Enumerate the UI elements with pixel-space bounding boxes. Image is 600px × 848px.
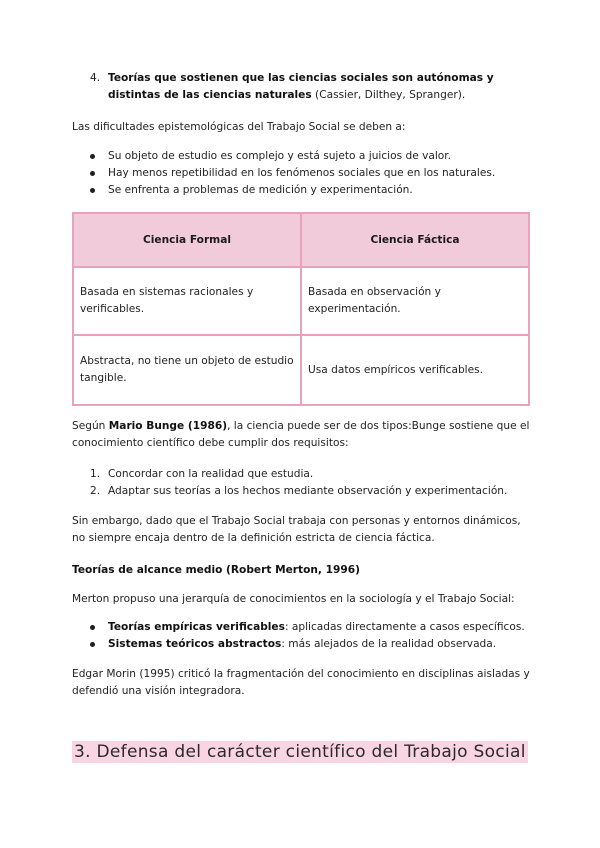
list-number: 4.: [90, 72, 101, 84]
bullet-icon: [90, 625, 95, 630]
list-item-text: Hay menos repetibilidad en los fenómenos sociales que en los naturales.: [108, 167, 496, 179]
list-item-text: Se enfrenta a problemas de medición y experimentación.: [108, 184, 413, 196]
bold-text: Mario Bunge (1986): [108, 420, 228, 432]
section-heading: 3. Defensa del carácter científico del Trabajo Social: [74, 742, 526, 762]
bold-text: Sistemas teóricos abstractos: [108, 638, 282, 650]
list-item: [72, 619, 532, 636]
table-header-cell: Ciencia Fáctica: [301, 213, 529, 267]
table-row: [73, 267, 529, 335]
table-header-cell: Ciencia Formal: [73, 213, 301, 267]
list-item: [72, 70, 532, 104]
text-span: , la ciencia puede ser de dos tipos:Bunge sostiene que el conocimiento científico debe cumplir dos requisitos:: [72, 420, 530, 449]
bunge-paragraph: [72, 418, 532, 452]
bullet-icon: [90, 154, 95, 159]
table-cell: Basada en observación y experimentación.: [301, 267, 529, 335]
table-cell: Basada en sistemas racionales y verificables.: [73, 267, 301, 335]
list-item-text: (Cassier, Dilthey, Spranger).: [311, 89, 466, 101]
merton-subtitle: [72, 562, 532, 579]
list-item: [72, 636, 532, 653]
list-item-text: Concordar con la realidad que estudia.: [108, 468, 314, 480]
merton-intro: Merton propuso una jerarquía de conocimientos en la sociología y el Trabajo Social:: [72, 593, 515, 605]
table-header-row: [73, 213, 529, 267]
science-comparison-table: [72, 212, 530, 406]
morin-paragraph: Edgar Morin (1995) criticó la fragmentación del conocimiento en disciplinas aisladas y defendió una visión integradora.: [72, 668, 530, 697]
list-item: [72, 148, 532, 165]
list-item-text: Su objeto de estudio es complejo y está sujeto a juicios de valor.: [108, 150, 452, 162]
difficulties-list: [72, 148, 532, 199]
list-item: [72, 165, 532, 182]
list-item: [72, 466, 532, 483]
text-span: Según: [72, 420, 109, 432]
bullet-icon: [90, 188, 95, 193]
list-item-text: : más alejados de la realidad observada.: [281, 638, 497, 650]
list-item: [72, 182, 532, 199]
list-number: 1.: [90, 468, 101, 480]
list-item: [72, 483, 532, 500]
list-item-text: : aplicadas directamente a casos específicos.: [284, 621, 525, 633]
bold-text: Teorías que sostienen que las ciencias sociales son autónomas y distintas de las ciencias naturales: [108, 72, 494, 101]
table-cell: Usa datos empíricos verificables.: [301, 335, 529, 405]
bullet-icon: [90, 171, 95, 176]
theories-list: [72, 70, 532, 104]
merton-list: [72, 619, 532, 653]
difficulties-intro: Las dificultades epistemológicas del Trabajo Social se deben a:: [72, 121, 406, 133]
list-item-text: Adaptar sus teorías a los hechos mediante observación y experimentación.: [108, 485, 508, 497]
sin-embargo-paragraph: Sin embargo, dado que el Trabajo Social trabaja con personas y entornos dinámicos, no siempre encaja dentro de la definición estricta de ciencia fáctica.: [72, 515, 521, 544]
table-row: [73, 335, 529, 405]
table-cell: Abstracta, no tiene un objeto de estudio tangible.: [73, 335, 301, 405]
bold-text: Teorías empíricas verificables: [108, 621, 285, 633]
bullet-icon: [90, 642, 95, 647]
bunge-requirements-list: [72, 466, 532, 500]
list-number: 2.: [90, 485, 101, 497]
bold-text: Teorías de alcance medio (Robert Merton, 1996): [72, 564, 360, 576]
